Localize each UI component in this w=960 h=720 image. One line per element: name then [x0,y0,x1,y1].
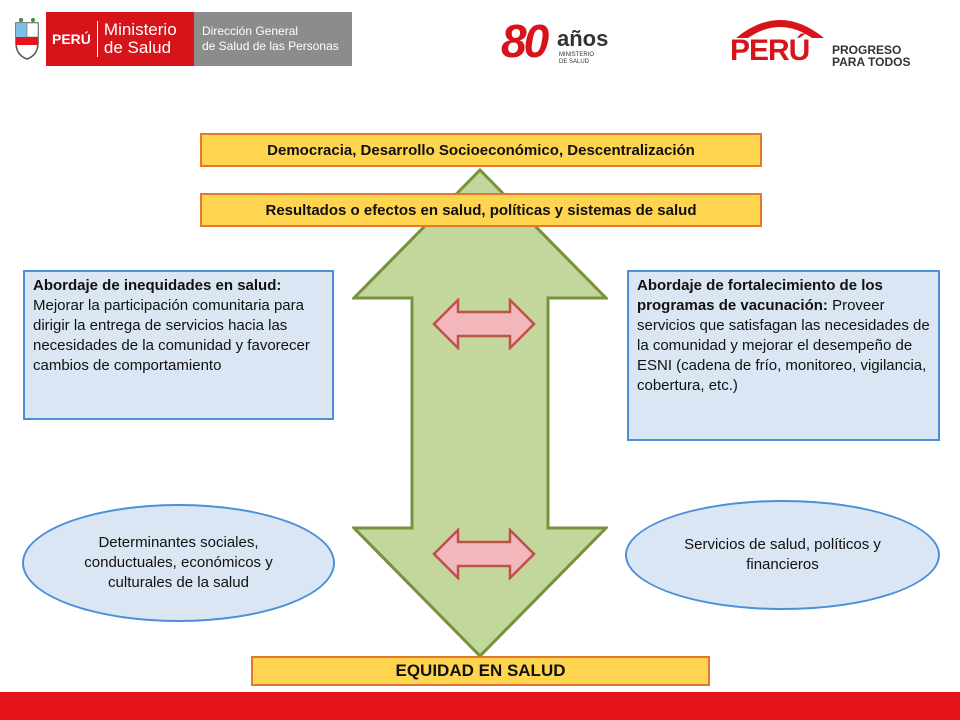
anniversary-word: años [557,26,609,51]
peru-brand-word: PERÚ [730,34,810,67]
minsa-name-text [98,21,177,57]
minsa-line2: de Salud [103,38,172,57]
minsa-department-block [194,12,352,66]
dept-line2: de Salud de las Personas [202,39,339,53]
anniversary-logo [497,12,614,72]
inequity-approach-text: Mejorar la participación comunitaria para dirigir la entrega de servicios hacia las necesidades de la comunidad y favorecer cambios de comportamiento [33,297,310,374]
anniversary-number: 80 [501,15,547,67]
determinants-ellipse: Determinantes sociales, conductuales, económicos y culturales de la salud [22,504,335,622]
anniversary-sub2: DE SALUD [559,59,590,65]
vertical-double-arrow-icon [352,168,608,658]
peru-brand-slogan [832,44,910,68]
peru-slogan2: PARA TODOS [832,55,911,69]
context-box: Democracia, Desarrollo Socioeconómico, Descentralización [200,133,762,167]
minsa-red-block [46,12,194,66]
minsa-line1: Ministerio [103,20,177,39]
inequity-approach-box [23,270,334,420]
footer-red-bar [0,692,960,720]
services-ellipse: Servicios de salud, políticos y financieros [625,500,940,610]
peru-slogan1: PROGRESO [832,43,902,57]
anniversary-sub [559,52,594,66]
vaccination-approach-box [627,270,940,441]
minsa-country-text: PERÚ [46,21,98,57]
horizontal-double-arrow-icon [432,298,536,350]
dept-line1: Dirección General [202,24,299,38]
results-box: Resultados o efectos en salud, políticas y sistemas de salud [200,193,762,227]
minsa-logo [8,12,352,66]
vaccination-approach-text: Proveer servicios que satisfagan las necesidades de la comunidad y mejorar el desempeño de ESNI (cadena de frío, monitoreo, vigilancia, cobertura, etc.) [637,297,930,394]
inequity-approach-title: Abordaje de inequidades en salud: [33,277,282,294]
anniversary-sub1: MINISTERIO [559,52,595,58]
horizontal-double-arrow-icon [432,528,536,580]
peru-brand-logo [730,12,936,70]
equity-box: EQUIDAD EN SALUD [251,656,710,686]
coat-of-arms-icon [8,12,46,66]
vertical-arrow-shape [354,170,606,656]
vaccination-approach-title: Abordaje de fortalecimiento de los programas de vacunación: [637,277,883,314]
